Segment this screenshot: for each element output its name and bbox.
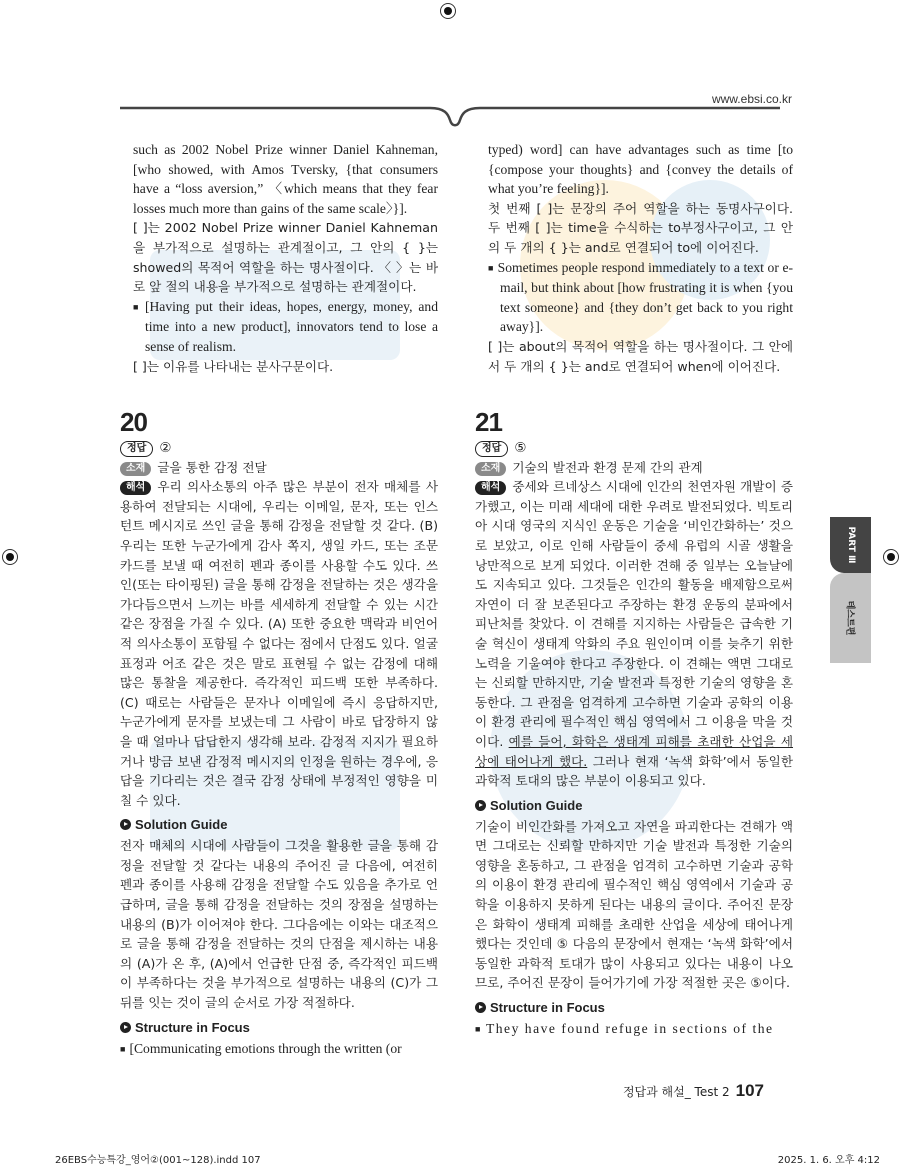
structure-heading <box>120 1017 438 1039</box>
structure-title: Structure in Focus <box>135 1019 250 1035</box>
left-top-block <box>120 140 438 380</box>
explanation-badge: 해석 <box>475 481 506 495</box>
explanation-text: 그러나 현재 ‘녹색 화학’에서 동일한 과학적 토대의 많은 부분이 이용되고 있다. <box>475 753 793 789</box>
grammar-note: 첫 번째 [ ]는 문장의 주어 역할을 하는 동명사구이다. 두 번째 [ ]는 time을 수식하는 to부정사구이고, 그 안의 두 개의 { }는 and로 연결되어 to에 이어진다. <box>488 200 793 255</box>
answer-badge: 정답 <box>475 441 508 457</box>
structure-sentence: ■ They have found refuge in sections of the <box>475 1019 793 1040</box>
grammar-note: [ ]는 about의 목적어 역할을 하는 명사절이다. 그 안에서 두 개의 { }는 and로 연결되어 when에 이어진다. <box>488 338 793 374</box>
explanation-badge: 해석 <box>120 481 151 495</box>
header-rule <box>120 100 780 130</box>
topic-text: 글을 통한 감정 전달 <box>157 459 267 475</box>
slug-line <box>0 1101 900 1172</box>
solution-guide-text: 전자 매체의 시대에 사람들이 그것을 활용한 글을 통해 감정을 전달할 것 같다는 내용의 주어진 글 다음에, 여전히 펜과 종이를 사용해 감정을 전달할 수도 있음을 추가로 언급하며, 글을 통해 감정을 전달하는 것의 장점을 설명하는 내용의 (B)가 이어져야 한다. 그다음에는 이와는 대조적으로 글을 통해 감정을 전달하는 것의 단점을 제시하는 내용의 (A)가 온 후, (A)에서 언급한 단점 중, 즉각적인 피드백이 부족하다는 것을 부가적으로 설명하는 내용의 (C)가 그 뒤를 잇는 것이 글의 순서로 가장 적절하다. <box>120 838 438 1011</box>
play-circle-icon <box>120 1022 131 1033</box>
structure-sentence: ■ [Communicating emotions through the written (or <box>120 1039 438 1060</box>
structure-title: Structure in Focus <box>490 1000 605 1016</box>
right-column <box>475 140 793 1059</box>
english-sentence: such as 2002 Nobel Prize winner Daniel Kahneman, [who showed, with Amos Tversky, {that consumers have a “loss aversion,” 〈which means that they fear losses much more than gains of the same scale〉}]. <box>133 142 438 216</box>
grammar-note: [ ]는 2002 Nobel Prize winner Daniel Kahneman을 부가적으로 설명하는 관계절이고, 그 안의 { }는 showed의 목적어 역할을 하는 명사절이다. 〈 〉는 바로 앞 절의 내용을 부가적으로 설명하는 관계절이다. <box>133 220 438 295</box>
structure-heading <box>475 997 793 1019</box>
english-sentence: typed) word] can have advantages such as time [to {compose your thoughts} and {convey the details of what you’re feeling}]. <box>488 142 793 197</box>
part-label: PART Ⅲ <box>845 526 856 564</box>
question-21 <box>475 408 793 1040</box>
solution-guide-heading <box>475 795 793 817</box>
page-header <box>0 0 900 140</box>
two-column-body <box>0 140 900 1059</box>
answer-value: ⑤ <box>514 440 527 455</box>
question-number: 20 <box>120 407 147 437</box>
page-footer <box>0 1081 900 1101</box>
left-column <box>120 140 438 1059</box>
english-sentence: ■ Sometimes people respond immediately to a text or e-mail, but think about [how frustrating it is when {you text someone} and {they don’t get back to you right away}]. <box>488 258 793 337</box>
section-label: 테스트편 <box>844 600 854 636</box>
answer-value: ② <box>159 440 172 455</box>
right-top-block <box>475 140 793 380</box>
solution-guide-title: Solution Guide <box>490 797 583 813</box>
topic-badge: 소재 <box>475 462 506 476</box>
solution-guide-title: Solution Guide <box>135 817 228 833</box>
play-circle-icon <box>475 800 486 811</box>
footer-section: 정답과 해설_ Test 2 <box>622 1085 730 1100</box>
explanation-text: 중세와 르네상스 시대에 인간의 천연자원 개발이 증가했고, 이는 미래 세대에 대한 우려로 발전되었다. 빅토리아 시대 영국의 지식인 운동은 기술을 ‘비인간화하는’ 것으로 보았고, 이로 인해 사람들이 중세 유럽의 시골 생활을 낭만적으로 보게 되었다. 이러한 견해 중 일부는 오늘날에도 지속되고 있다. 그것들은 인간의 활동을 배제함으로써 자연이 더 잘 보존된다고 주장하는 환경 운동의 분파에서 피난처를 찾았다. 이 견해를 지지하는 사람들은 급속한 기술 혁신이 생태계 악화의 주요 원인이며 이를 늦추기 위한 노력을 기울여야 한다고 주장한다. 이 견해는 액면 그대로는 신뢰할 만하지만, 기술 발전과 특정한 기술의 영향을 혼동한다. 그 관점을 엄격하게 고수하면 기술과 공학의 이용이 환경 관리에 필수적인 핵심 영역에서 그 이용을 막을 것이다. <box>475 479 793 749</box>
play-circle-icon <box>120 819 131 830</box>
question-number: 21 <box>475 407 502 437</box>
page-number: 107 <box>735 1081 764 1101</box>
slug-date: 2025. 1. 6. 오후 4:12 <box>777 1155 880 1167</box>
english-sentence: ■ [Having put their ideas, hopes, energy, money, and time into a new product], innovators tend to lose a sense of realism. <box>133 297 438 357</box>
answer-badge: 정답 <box>120 441 153 457</box>
header-url[interactable]: www.ebsi.co.kr <box>711 92 792 106</box>
question-20 <box>120 408 438 1059</box>
topic-text: 기술의 발전과 환경 문제 간의 관계 <box>512 459 703 475</box>
slug-filename: 26EBS수능특강_영어②(001~128).indd 107 <box>55 1155 261 1167</box>
topic-badge: 소재 <box>120 462 151 476</box>
solution-guide-heading <box>120 814 438 836</box>
play-circle-icon <box>475 1002 486 1013</box>
underlined-sentence: 예를 들어, 화학은 생태계 피해를 초래한 산업을 세상에 태어나게 했다. <box>475 733 794 769</box>
explanation-text: 우리 의사소통의 아주 많은 부분이 전자 매체를 사용하여 전달되는 시대에, 우리는 이메일, 문자, 또는 인스턴트 메시지로 쓰인 글을 통해 감정을 전달할 것 같다. (B) 우리는 또한 누군가에게 감사 쪽지, 생일 카드, 또는 조문 카드를 보낼 때 여전히 펜과 종이를 사용할 수도 있다. 쓰인(또는 타이핑된) 글을 통해 감정을 전달하는 것은 생각을 가다듬으면서 느끼는 바를 세세하게 전달할 수 있는 시간 같은 장점을 가질 수 있다. (A) 또한 중요한 맥락과 비언어적 의사소통이 포함될 수 없다는 점에서 단점도 있다. 얼굴 표정과 어조 같은 것은 말로 표현될 수 없는 감정에 대해 많은 통찰을 제공한다. 즉각적인 피드백 또한 부족하다. (C) 때로는 사람들은 문자나 이메일에 즉시 응답하지만, 누군가에게 문자를 보냈는데 그 사람이 바로 답장하지 않을 때 얼마나 답답한지 생각해 보라. 감정적 지지가 필요하거나 방금 보낸 감정적 메시지의 인정을 원하는 경우에, 응답을 기다리는 것은 결국 감정 상태에 부정적인 영향을 미칠 수 있다. <box>120 479 438 808</box>
solution-guide-text: 기술이 비인간화를 가져오고 자연을 파괴한다는 견해가 액면 그대로는 신뢰할 만하지만 기술 발전과 특정한 기술의 영향을 혼동하고, 그 관점을 엄격히 고수하면 기술과 공학의 이용이 환경 관리에 필수적인 핵심 영역에서 기술과 공학을 이용하지 못하게 된다는 내용의 글이다. 주어진 문장은 화학이 생태계 피해를 초래한 산업을 세상에 태어나게 했다는 것인데 ⑤ 다음의 문장에서 현재는 ‘녹색 화학’에서 동일한 과학적 토대가 많이 사용되고 있다는 내용이 나오므로, 주어진 문장이 들어가기에 가장 적절한 곳은 ⑤이다. <box>475 818 793 991</box>
grammar-note: [ ]는 이유를 나타내는 분사구문이다. <box>133 358 334 374</box>
